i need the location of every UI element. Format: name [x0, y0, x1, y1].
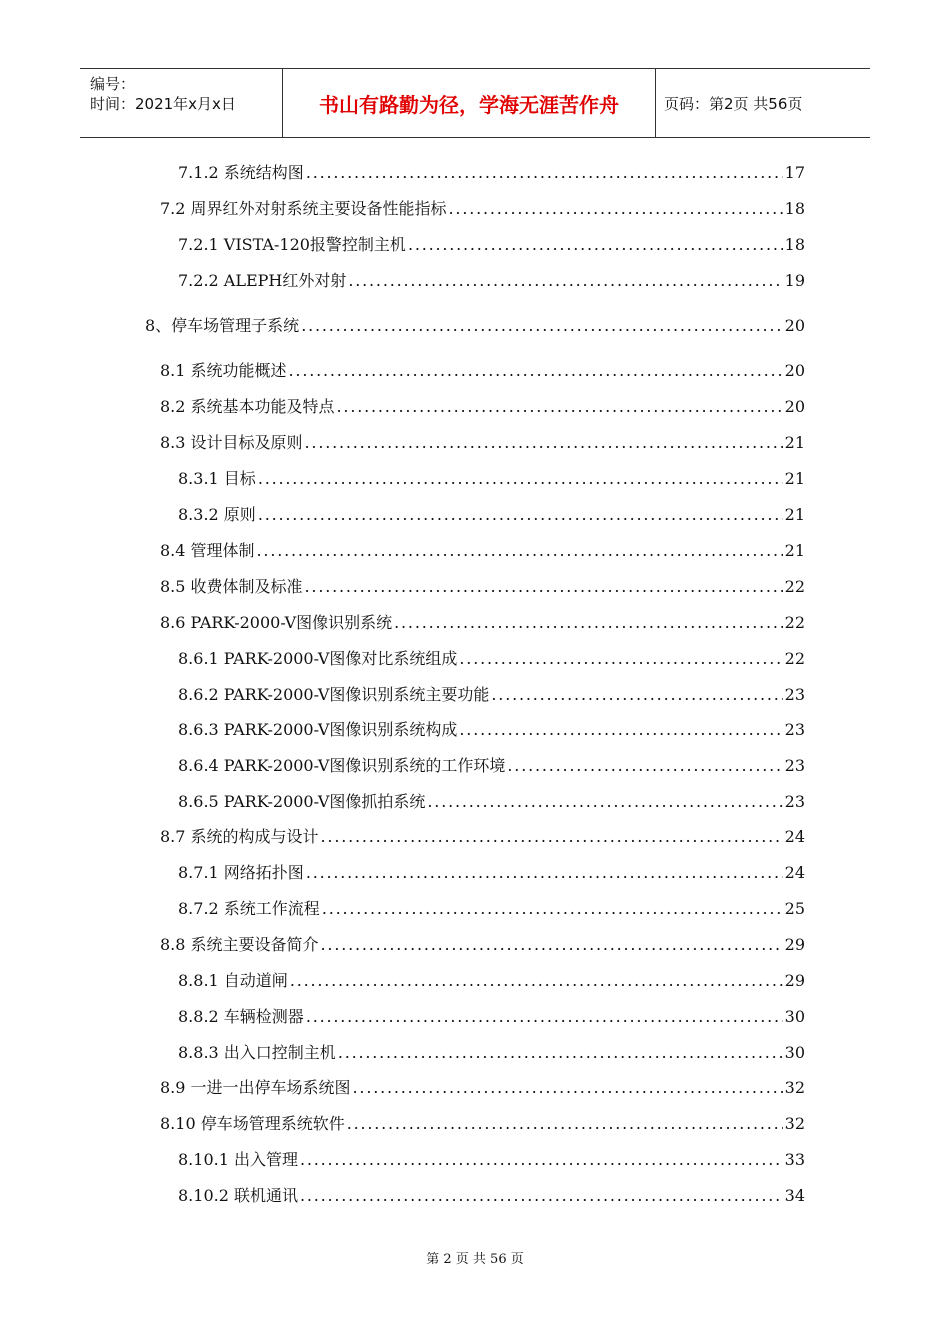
toc-entry-title: 8.10 停车场管理系统软件 [160, 1114, 345, 1133]
toc-entry-title: 8.7.1 网络拓扑图 [178, 863, 304, 882]
toc-entry-page: 21 [784, 469, 805, 488]
header-page-cell [656, 69, 870, 137]
header-meta-cell [80, 69, 282, 137]
toc-entry[interactable] [160, 196, 805, 222]
toc-dot-leader [306, 863, 783, 882]
toc-entry-page: 32 [784, 1078, 805, 1097]
toc-entry-title: 8.8 系统主要设备简介 [160, 935, 319, 954]
toc-dot-leader [337, 397, 783, 416]
toc-dot-leader [306, 1007, 783, 1026]
toc-entry[interactable] [178, 232, 805, 258]
toc-entry-page: 29 [784, 935, 805, 954]
toc-entry-page: 22 [784, 649, 805, 668]
toc-entry-title: 8.3 设计目标及原则 [160, 433, 303, 452]
toc-entry-page: 17 [784, 163, 805, 182]
toc-entry-page: 20 [784, 397, 805, 416]
toc-entry-title: 7.2.1 VISTA-120报警控制主机 [178, 235, 406, 254]
toc-entry-page: 21 [784, 433, 805, 452]
toc-dot-leader [300, 1186, 783, 1205]
toc-dot-leader [289, 361, 783, 380]
toc-entry[interactable] [160, 1111, 805, 1137]
toc-entry-title: 8.10.1 出入管理 [178, 1150, 298, 1169]
toc-entry-title: 8.6.3 PARK-2000-V图像识别系统构成 [178, 720, 458, 739]
toc-dot-leader [394, 613, 782, 632]
toc-entry-title: 8.7.2 系统工作流程 [178, 899, 320, 918]
toc-entry[interactable] [178, 860, 805, 886]
toc-entry[interactable] [178, 753, 805, 779]
toc-entry-title: 8.4 管理体制 [160, 541, 255, 560]
toc-entry[interactable] [178, 466, 805, 492]
toc-entry[interactable] [178, 896, 805, 922]
toc-entry[interactable] [178, 682, 805, 708]
toc-dot-leader [305, 577, 783, 596]
toc-entry[interactable] [178, 1147, 805, 1173]
toc-entry-page: 24 [784, 863, 805, 882]
toc-entry-page: 18 [784, 199, 805, 218]
toc-entry[interactable] [160, 1075, 805, 1101]
toc-entry[interactable] [160, 430, 805, 456]
toc-entry-page: 30 [784, 1007, 805, 1026]
toc-dot-leader [321, 935, 783, 954]
toc-entry-title: 8.6.1 PARK-2000-V图像对比系统组成 [178, 649, 458, 668]
toc-dot-leader [353, 1078, 783, 1097]
toc-entry-title: 8.3.2 原则 [178, 505, 256, 524]
toc-entry-page: 18 [784, 235, 805, 254]
toc-dot-leader [459, 720, 782, 739]
page-footer [0, 1248, 950, 1267]
toc-entry[interactable] [160, 574, 805, 600]
toc-entry-page: 25 [784, 899, 805, 918]
toc-entry[interactable] [160, 932, 805, 958]
toc-dot-leader [348, 271, 782, 290]
toc-dot-leader [321, 827, 783, 846]
toc-entry[interactable] [178, 646, 805, 672]
toc-entry-title: 8.8.1 自动道闸 [178, 971, 288, 990]
toc-entry[interactable] [178, 160, 805, 186]
toc-entry-page: 34 [784, 1186, 805, 1205]
toc-entry-page: 20 [784, 361, 805, 380]
toc-entry-title: 8、停车场管理子系统 [145, 316, 300, 335]
toc-dot-leader [258, 469, 783, 488]
toc-dot-leader [305, 433, 783, 452]
toc-dot-leader [459, 649, 782, 668]
toc-entry[interactable] [145, 313, 805, 339]
toc-entry[interactable] [178, 1183, 805, 1209]
toc-entry-page: 22 [784, 613, 805, 632]
toc-dot-leader [347, 1114, 783, 1133]
toc-entry-title: 8.5 收费体制及标准 [160, 577, 303, 596]
toc-entry-page: 23 [784, 720, 805, 739]
toc-entry-title: 8.6.5 PARK-2000-V图像抓拍系统 [178, 792, 426, 811]
toc-dot-leader [258, 505, 783, 524]
toc-entry-title: 8.10.2 联机通讯 [178, 1186, 298, 1205]
toc-entry-page: 33 [784, 1150, 805, 1169]
toc-entry-title: 8.3.1 目标 [178, 469, 256, 488]
toc-entry-title: 8.8.3 出入口控制主机 [178, 1043, 336, 1062]
toc-dot-leader [257, 541, 783, 560]
toc-dot-leader [507, 756, 782, 775]
toc-entry-title: 8.7 系统的构成与设计 [160, 827, 319, 846]
toc-entry[interactable] [178, 1004, 805, 1030]
toc-dot-leader [300, 1150, 783, 1169]
toc-dot-leader [449, 199, 783, 218]
document-number-label: 编号： [90, 75, 136, 93]
toc-entry-page: 21 [784, 541, 805, 560]
toc-entry-page: 30 [784, 1043, 805, 1062]
toc-entry-page: 23 [784, 792, 805, 811]
toc-dot-leader [322, 899, 783, 918]
toc-entry-page: 21 [784, 505, 805, 524]
toc-entry-page: 29 [784, 971, 805, 990]
toc-dot-leader [427, 792, 782, 811]
header-motto-cell [282, 69, 656, 137]
toc-dot-leader [301, 316, 782, 335]
toc-entry-page: 19 [784, 271, 805, 290]
toc-entry[interactable] [160, 358, 805, 384]
page-header [80, 68, 870, 138]
toc-entry[interactable] [178, 968, 805, 994]
toc-entry-title: 8.8.2 车辆检测器 [178, 1007, 304, 1026]
toc-entry[interactable] [178, 1040, 805, 1066]
toc-dot-leader [290, 971, 783, 990]
toc-entry[interactable] [160, 394, 805, 420]
footer-page-number: 第 2 页 共 56 页 [426, 1252, 524, 1267]
toc-entry-title: 8.1 系统功能概述 [160, 361, 287, 380]
toc-entry-page: 23 [784, 756, 805, 775]
toc-entry[interactable] [178, 789, 805, 815]
toc-entry-title: 7.1.2 系统结构图 [178, 163, 304, 182]
toc-entry[interactable] [178, 717, 805, 743]
toc-dot-leader [306, 163, 783, 182]
header-page-info: 页码：第2页 共56页 [664, 95, 803, 113]
toc-entry-title: 8.9 一进一出停车场系统图 [160, 1078, 351, 1097]
toc-entry[interactable] [160, 538, 805, 564]
toc-entry-page: 23 [784, 685, 805, 704]
toc-entry[interactable] [178, 502, 805, 528]
toc-dot-leader [408, 235, 783, 254]
toc-entry-page: 20 [784, 316, 805, 335]
toc-entry[interactable] [160, 610, 805, 636]
toc-entry-page: 22 [784, 577, 805, 596]
toc-entry[interactable] [178, 268, 805, 294]
toc-entry-title: 8.6.4 PARK-2000-V图像识别系统的工作环境 [178, 756, 506, 775]
toc-entry-title: 8.6 PARK-2000-V图像识别系统 [160, 613, 393, 632]
toc-entry-title: 7.2 周界红外对射系统主要设备性能指标 [160, 199, 447, 218]
toc-entry[interactable] [160, 824, 805, 850]
toc-entry-title: 7.2.2 ALEPH红外对射 [178, 271, 347, 290]
toc-entry-page: 32 [784, 1114, 805, 1133]
toc-entry-title: 8.2 系统基本功能及特点 [160, 397, 335, 416]
toc-entry-page: 24 [784, 827, 805, 846]
header-motto: 书山有路勤为径，学海无涯苦作舟 [319, 93, 619, 117]
toc-entry-title: 8.6.2 PARK-2000-V图像识别系统主要功能 [178, 685, 490, 704]
document-date-label: 时间：2021年x月x日 [90, 95, 236, 113]
toc-dot-leader [491, 685, 782, 704]
toc-dot-leader [338, 1043, 783, 1062]
